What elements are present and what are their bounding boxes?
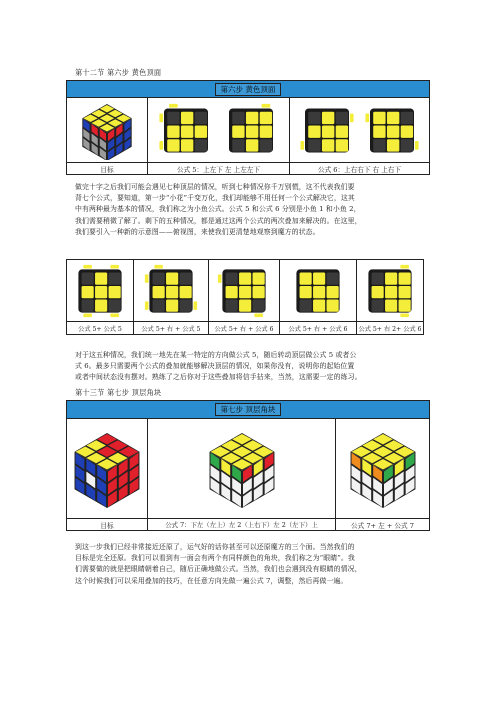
combo-image-3 — [209, 260, 280, 322]
step6-table — [66, 80, 430, 175]
paragraph-line: 们需要做的就是把眼睛朝着自己，随后正确地做公式。当然，我们也会遇到没有眼睛的情况， — [75, 565, 362, 574]
paragraph-line: 我们需要稍微了解了。剩下的五种情况，都是通过这两个公式的两次叠加来解决的。在这里， — [75, 216, 362, 225]
top-view-grid-icon — [221, 103, 281, 158]
paragraph-line: 我们要引入一种新的示意图——俯视图，来使我们更清楚地观察到魔方的状态。 — [75, 227, 320, 236]
top-view-grid-icon — [156, 103, 216, 158]
combo-image-4 — [280, 260, 357, 322]
top-view-grid-icon — [216, 264, 272, 318]
top-view-grid-icon — [72, 264, 128, 318]
section12-paragraph-2 — [75, 350, 362, 384]
combo-table — [66, 259, 424, 335]
rubiks-cube-icon — [206, 429, 278, 509]
combo-label-1: 公式 5+ 公式 5 — [67, 322, 134, 335]
paragraph-line: 或者中间状态没有摆对。熟练了之后你对于这些叠加将信手拈来，当然，这需要一定的练习。 — [75, 373, 362, 382]
step7-label-formula7: 公式 7：下左（左上）左 2（上右下）左 2（左下）上 — [148, 519, 336, 531]
rubiks-cube-icon — [347, 429, 419, 509]
paragraph-line: 对于这五种情况，我们统一地先在某一特定的方向做公式 5，随后转动顶层做公式 5 或者公 — [75, 351, 357, 359]
top-view-grid-icon — [362, 103, 422, 158]
step7-goal-image — [67, 419, 148, 519]
step6-formula5-image — [148, 98, 290, 163]
combo-image-2 — [134, 260, 209, 322]
top-view-grid-icon — [290, 264, 346, 318]
section13-paragraph — [75, 542, 362, 587]
step7-header — [67, 401, 430, 419]
step7-table — [66, 400, 430, 531]
section-13-heading: 第十三节 第七步 顶层角块 — [75, 388, 162, 397]
step6-goal-image — [67, 98, 148, 163]
step6-label-formula6: 公式 6：上右右下 右 上右下 — [290, 163, 430, 175]
top-view-grid-icon — [143, 264, 199, 318]
step6-header — [67, 81, 430, 98]
combo-label-3: 公式 5+ 右 + 公式 6 — [209, 322, 280, 335]
combo-label-4: 公式 5+ 右 + 公式 6 — [280, 322, 357, 335]
step7-label-goal: 目标 — [67, 519, 148, 531]
step7-label-combo: 公式 7+ 左 + 公式 7 — [336, 519, 430, 531]
paragraph-line: 中有两种最为基本的情况，我们称之为小鱼公式。公式 5 和公式 6 分别是小鱼 1 和小鱼 2， — [75, 205, 361, 214]
combo-label-5: 公式 5+ 右 2+ 公式 6 — [357, 322, 424, 335]
combo-image-1 — [67, 260, 134, 322]
paragraph-line: 式 6。最多只需要两个公式的叠加就能够解决顶层的情况，如果你没有，说明你的起始位置 — [75, 362, 355, 371]
top-view-grid-icon — [362, 264, 418, 318]
step6-label-goal: 目标 — [67, 163, 148, 175]
paragraph-line: 背七个公式，要知道，第一步“小花”千变万化，我们却能够不用任何一个公式解决它，这其 — [75, 194, 355, 203]
section-12-heading: 第十二节 第六步 黄色顶面 — [75, 68, 162, 77]
rubiks-cube-icon — [72, 100, 142, 160]
combo-image-5 — [357, 260, 424, 322]
paragraph-line: 做完十字之后我们可能会遇见七种顶层的情况，听到七种情况你千万别慌，这不代表我们要 — [75, 183, 355, 191]
step7-header-label: 第七步 顶层角块 — [215, 403, 282, 416]
combo-label-2: 公式 5+ 右 + 公式 5 — [134, 322, 209, 335]
top-view-grid-icon — [297, 103, 357, 158]
step7-combo-image — [336, 419, 430, 519]
step6-label-formula5: 公式 5：上左下 左 上左左下 — [148, 163, 290, 175]
paragraph-line: 到这一步我们已经非常接近还原了，运气好的话你甚至可以还原魔方的三个面。当然我们的 — [75, 543, 355, 551]
step6-formula6-image — [290, 98, 430, 163]
section12-paragraph — [75, 182, 362, 238]
rubiks-cube-icon — [71, 429, 143, 509]
paragraph-line: 这个时候我们可以采用叠加的技巧，在任意方向先做一遍公式 7，调整，然后再做一遍。 — [75, 576, 348, 585]
step6-header-label: 第六步 黄色顶面 — [215, 83, 282, 96]
paragraph-line: 目标是完全还原。我们可以看到有一面会有两个有同样颜色的角块，我们称之为“眼睛”。我 — [75, 554, 355, 563]
step7-formula7-image — [148, 419, 336, 519]
